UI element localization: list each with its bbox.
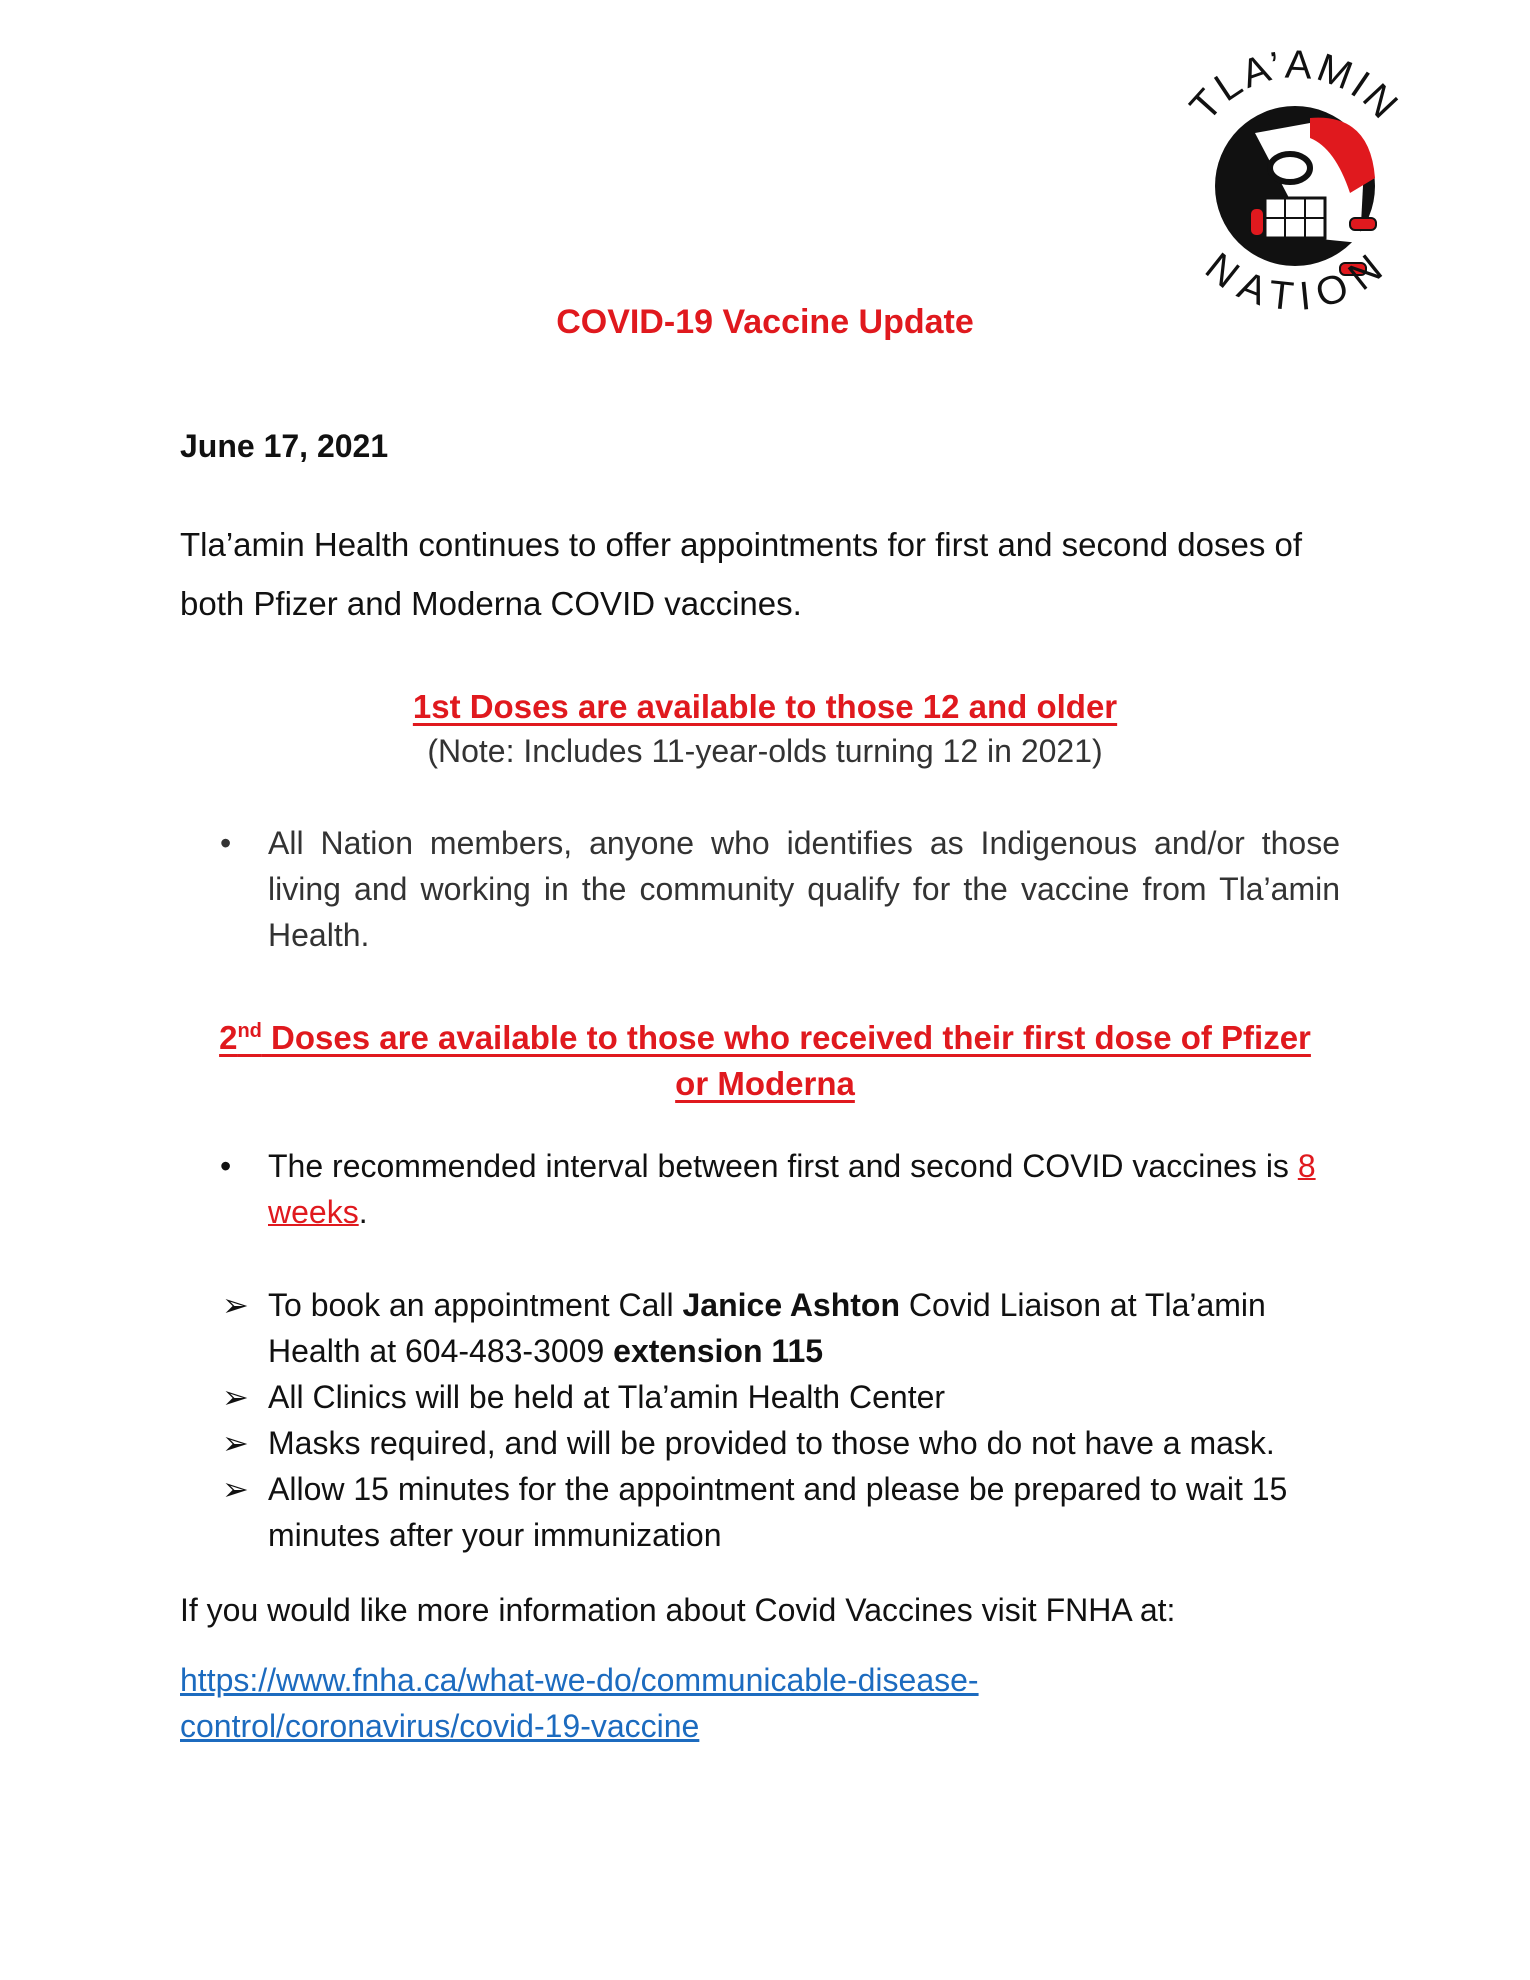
heading-line-1: Doses are available to those who received their first dose of Pfizer bbox=[261, 1019, 1311, 1056]
contact-name: Janice Ashton bbox=[682, 1287, 901, 1323]
intro-paragraph: Tla’amin Health continues to offer appointments for first and second doses of both Pfizer and Moderna COVID vaccines. bbox=[180, 526, 1303, 622]
arrow-bullet-icon: ➢ bbox=[222, 1425, 249, 1461]
fnha-link[interactable] bbox=[180, 1657, 979, 1749]
logo-top-text: TLA’AMIN bbox=[1181, 42, 1409, 130]
interval-bullet bbox=[222, 1143, 1340, 1235]
arrow-bullet-icon: ➢ bbox=[222, 1379, 249, 1415]
heading-number: 2 bbox=[219, 1019, 238, 1056]
first-doses-note: (Note: Includes 11-year-olds turning 12 in 2021) bbox=[427, 733, 1103, 769]
logo-bottom-text: NATION bbox=[1197, 244, 1393, 320]
booking-list bbox=[222, 1282, 1340, 1558]
interval-text bbox=[268, 1143, 1340, 1235]
list-item bbox=[222, 1282, 1340, 1374]
list-item bbox=[222, 1466, 1340, 1558]
document-date: June 17, 2021 bbox=[180, 428, 389, 464]
masks-text: Masks required, and will be provided to those who do not have a mask. bbox=[268, 1425, 1275, 1461]
interval-prefix: The recommended interval between first and second COVID vaccines is bbox=[268, 1148, 1298, 1184]
first-doses-heading bbox=[0, 688, 1530, 726]
heading-ordinal: nd bbox=[237, 1020, 262, 1042]
bullet-icon: • bbox=[220, 1148, 232, 1184]
list-item bbox=[222, 1374, 1340, 1420]
heading-line-2: or Moderna bbox=[675, 1065, 855, 1102]
clinic-location-text: All Clinics will be held at Tla’amin Health Center bbox=[268, 1379, 946, 1415]
booking-text-b: Covid Liaison at Tla’amin Health at 604-483-3009 bbox=[268, 1287, 1266, 1369]
more-info-text: If you would like more information about Covid Vaccines visit FNHA at: bbox=[180, 1592, 1176, 1628]
interval-suffix: . bbox=[358, 1194, 368, 1230]
booking-text-a: To book an appointment Call bbox=[268, 1287, 683, 1323]
list-item bbox=[222, 1420, 1340, 1466]
first-doses-heading-text: 1st Doses are available to those 12 and older bbox=[412, 688, 1118, 725]
link-line-1[interactable]: https://www.fnha.ca/what-we-do/communicable-disease- bbox=[180, 1662, 979, 1698]
interval-highlight: 8 weeks bbox=[268, 1148, 1316, 1230]
second-doses-heading bbox=[0, 1008, 1530, 1107]
wait-time-text: Allow 15 minutes for the appointment and please be prepared to wait 15 minutes after your immunization bbox=[268, 1471, 1288, 1553]
phone-extension: extension 115 bbox=[613, 1333, 824, 1369]
tlaamin-nation-logo bbox=[1160, 38, 1430, 328]
link-line-2[interactable]: control/coronavirus/covid-19-vaccine bbox=[180, 1708, 700, 1744]
eligibility-text: All Nation members, anyone who identifies as Indigenous and/or those living and working in the community qualify for the vaccine from Tla’amin Health. bbox=[268, 825, 1340, 953]
orca-emblem-icon bbox=[1160, 38, 1430, 328]
eligibility-bullet bbox=[222, 820, 1340, 958]
arrow-bullet-icon: ➢ bbox=[222, 1287, 249, 1323]
arrow-bullet-icon: ➢ bbox=[222, 1471, 249, 1507]
page-title: COVID-19 Vaccine Update bbox=[556, 303, 974, 341]
bullet-icon: • bbox=[220, 825, 232, 861]
